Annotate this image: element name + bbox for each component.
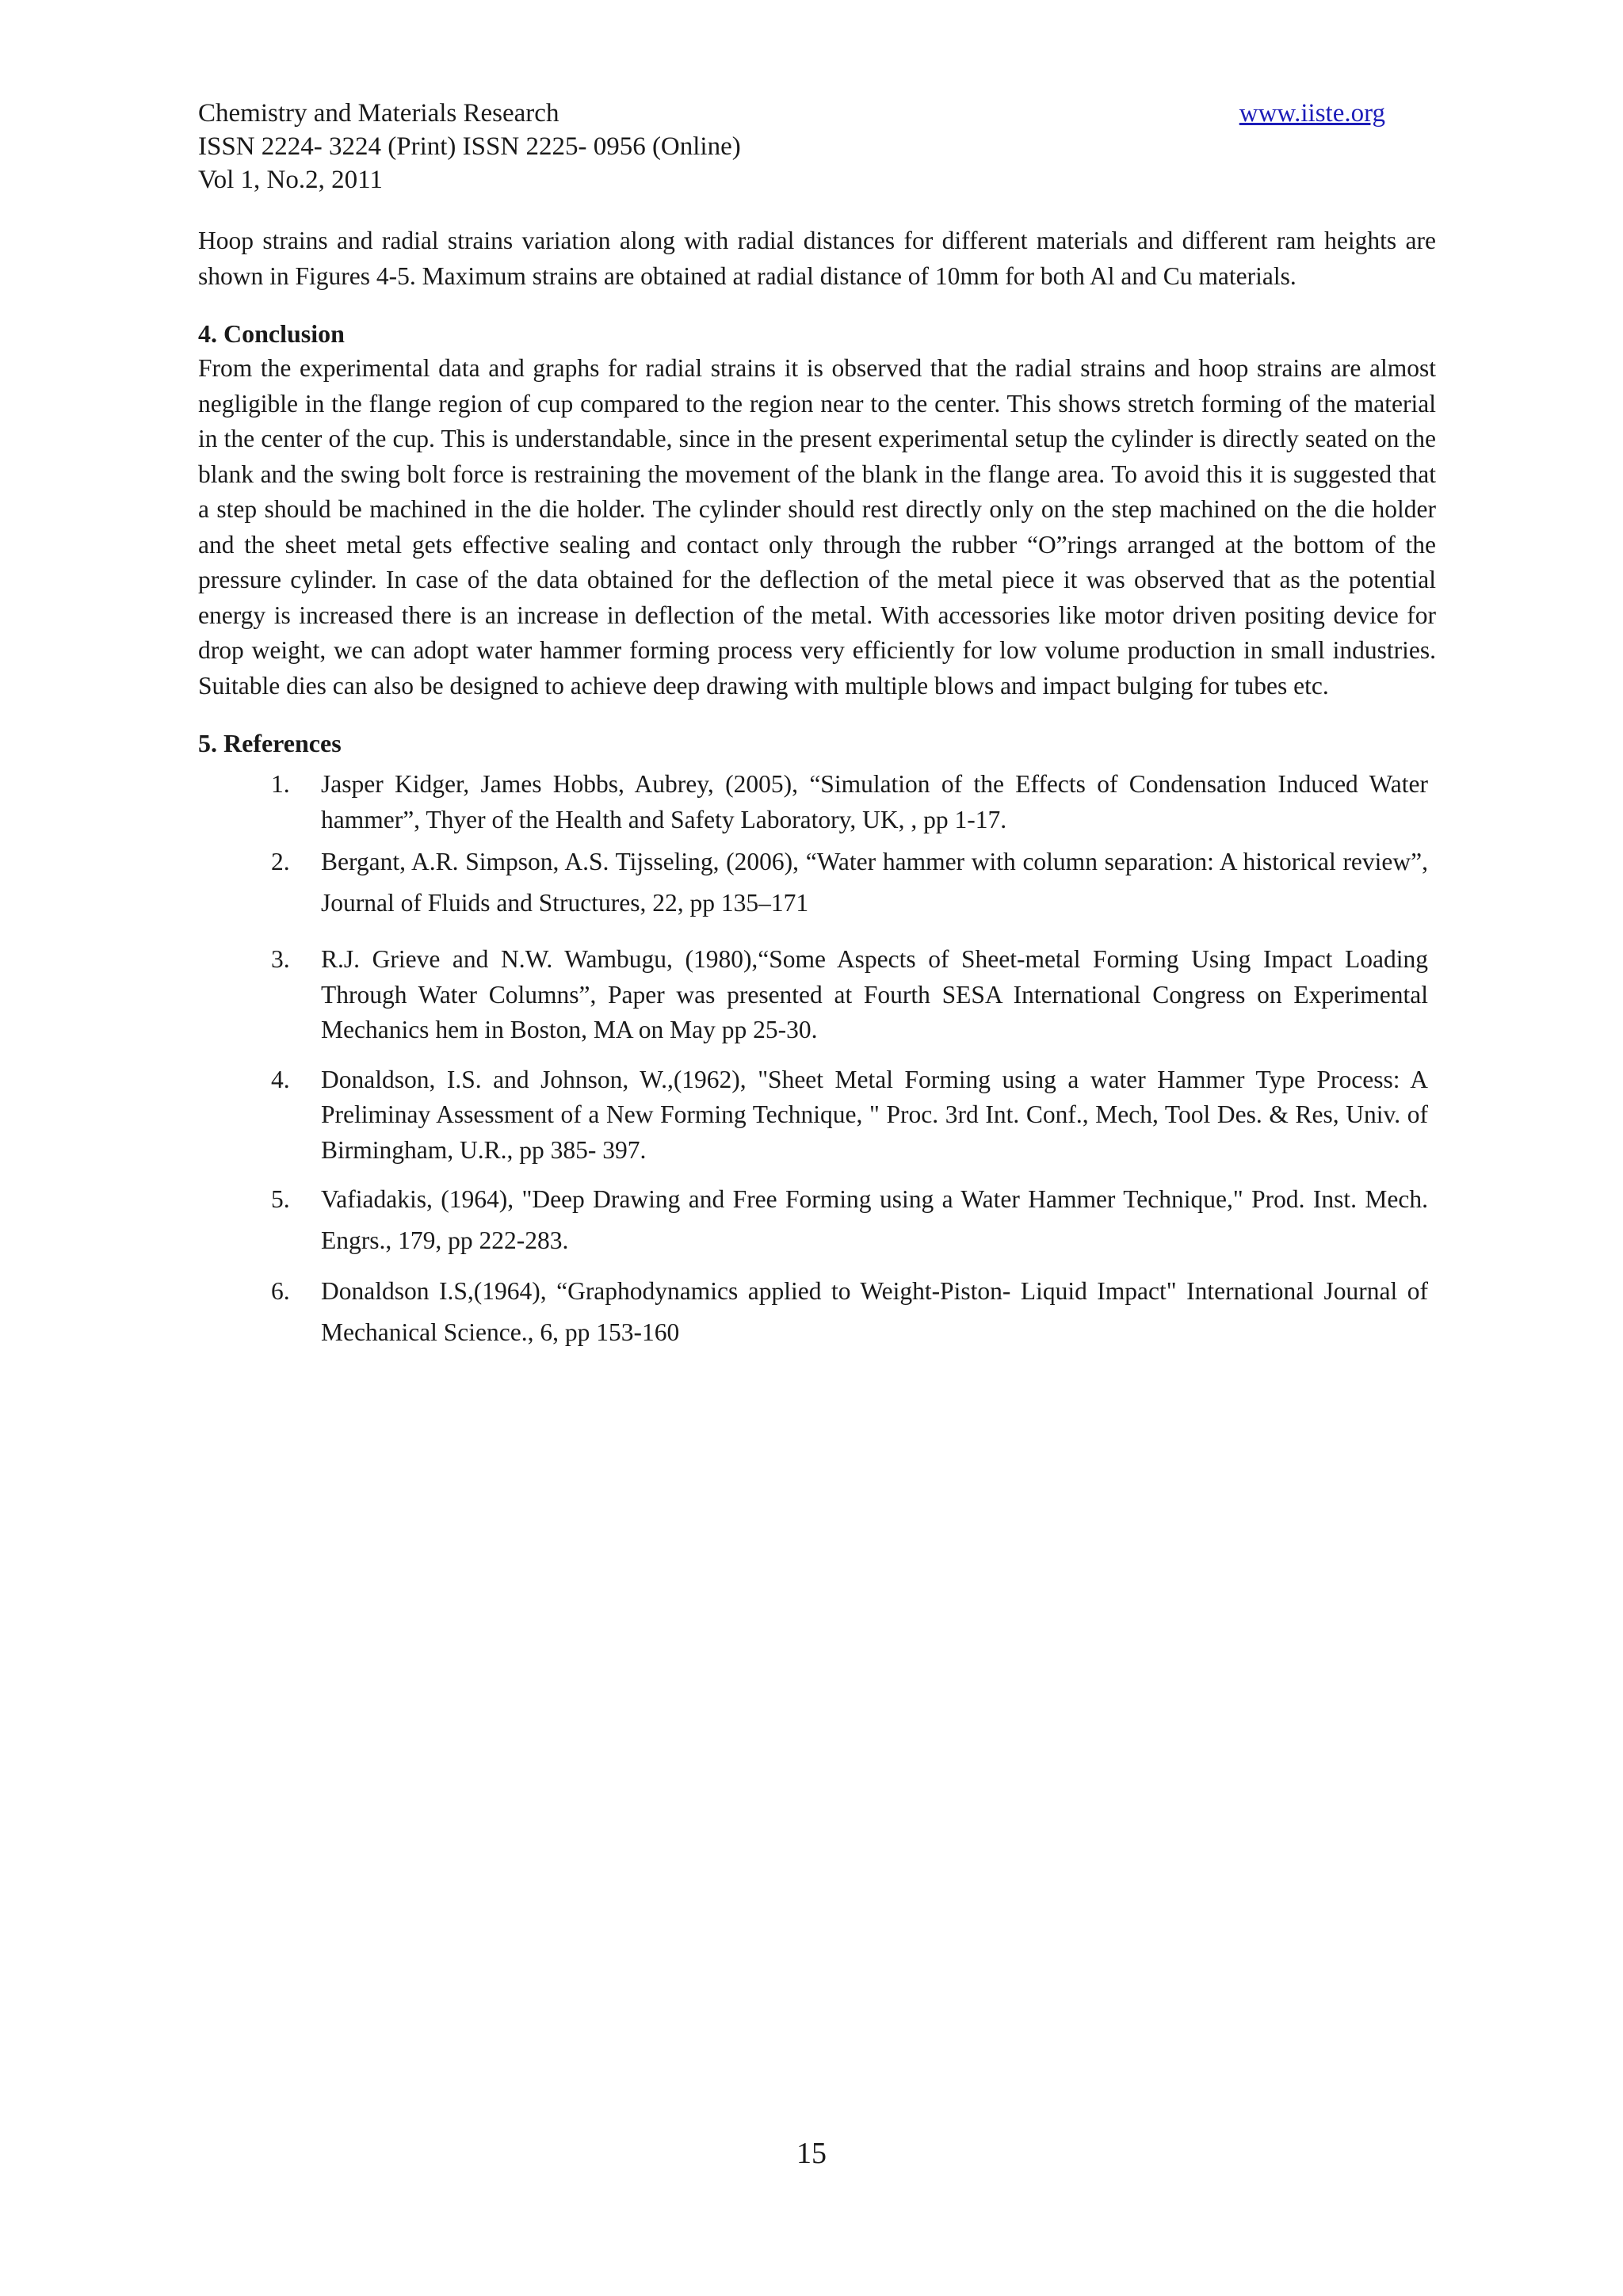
journal-header [198,97,1436,196]
page-body [198,97,1436,1353]
reference-text: Donaldson I.S,(1964), “Graphodynamics applied to Weight-Piston- Liquid Impact" International Journal of Mechanical Science., 6, pp 153-160 [321,1277,1428,1346]
reference-number: 6. [271,1277,290,1305]
conclusion-heading: 4. Conclusion [198,319,345,348]
conclusion-paragraph: From the experimental data and graphs for radial strains it is observed that the radial strains and hoop strains are almost negligible in the flange region of cup compared to the region near to the center. This shows stretch forming of the material in the center of the cup. This is understandable, since in the present experimental setup the cylinder is directly seated on the blank and the swing bolt force is restraining the movement of the blank in the flange area. To avoid this it is suggested that a step should be machined in the die holder. The cylinder should rest directly only on the step machined on the die holder and the sheet metal gets effective sealing and contact only through the rubber “O”rings arranged at the bottom of the pressure cylinder. In case of the data obtained for the deflection of the metal piece it was observed that as the potential energy is increased there is an increase in deflection of the metal. With accessories like motor driven positing device for drop weight, we can adopt water hammer forming process very efficiently for low volume production in small industries. Suitable dies can also be designed to achieve deep drawing with multiple blows and impact bulging for tubes etc. [198,354,1436,700]
reference-text: Donaldson, I.S. and Johnson, W.,(1962), "Sheet Metal Forming using a water Hammer Type Process: A Preliminay Assessment of a New Forming Technique, " Proc. 3rd Int. Conf., Mech, Tool Des. & Res, Univ. of Birmingham, U.R., pp 385- 397. [321,1065,1428,1164]
reference-number: 5. [271,1185,290,1213]
reference-text: Vafiadakis, (1964), "Deep Drawing and Free Forming using a Water Hammer Technique," Prod. Inst. Mech. Engrs., 179, pp 222-283. [321,1185,1428,1254]
reference-number: 4. [271,1065,290,1093]
reference-text: Bergant, A.R. Simpson, A.S. Tijsseling, (2006), “Water hammer with column separation: A historical review”, Journal of Fluids and Structures, 22, pp 135–171 [321,848,1428,917]
reference-number: 1. [271,770,290,798]
journal-volume: Vol 1, No.2, 2011 [198,166,383,194]
journal-title: Chemistry and Materials Research [198,99,559,128]
reference-item [198,1062,1436,1169]
reference-text: Jasper Kidger, James Hobbs, Aubrey, (2005), “Simulation of the Effects of Condensation Induced Water hammer”, Thyer of the Health and Safety Laboratory, UK, , pp 1-17. [321,770,1428,833]
reference-number: 3. [271,945,290,973]
references-heading: 5. References [198,729,342,757]
reference-list [198,767,1436,1353]
intro-paragraph: Hoop strains and radial strains variation along with radial distances for different materials and different ram heights are shown in Figures 4-5. Maximum strains are obtained at radial distance of 10mm for both Al and Cu materials. [198,227,1436,290]
reference-text: R.J. Grieve and N.W. Wambugu, (1980),“Some Aspects of Sheet-metal Forming Using Impact Loading Through Water Columns”, Paper was presented at Fourth SESA International Congress on Experimental Mechanics hem in Boston, MA on May pp 25-30. [321,945,1428,1043]
journal-issn: ISSN 2224- 3224 (Print) ISSN 2225- 0956 (Online) [198,132,741,161]
reference-item [198,1271,1436,1353]
website-link[interactable]: www.iiste.org [1239,99,1385,128]
reference-number: 2. [271,848,290,875]
reference-item [198,767,1436,837]
reference-item [198,841,1436,924]
reference-item [198,942,1436,1048]
page-number: 15 [796,2137,827,2170]
reference-item [198,1179,1436,1261]
